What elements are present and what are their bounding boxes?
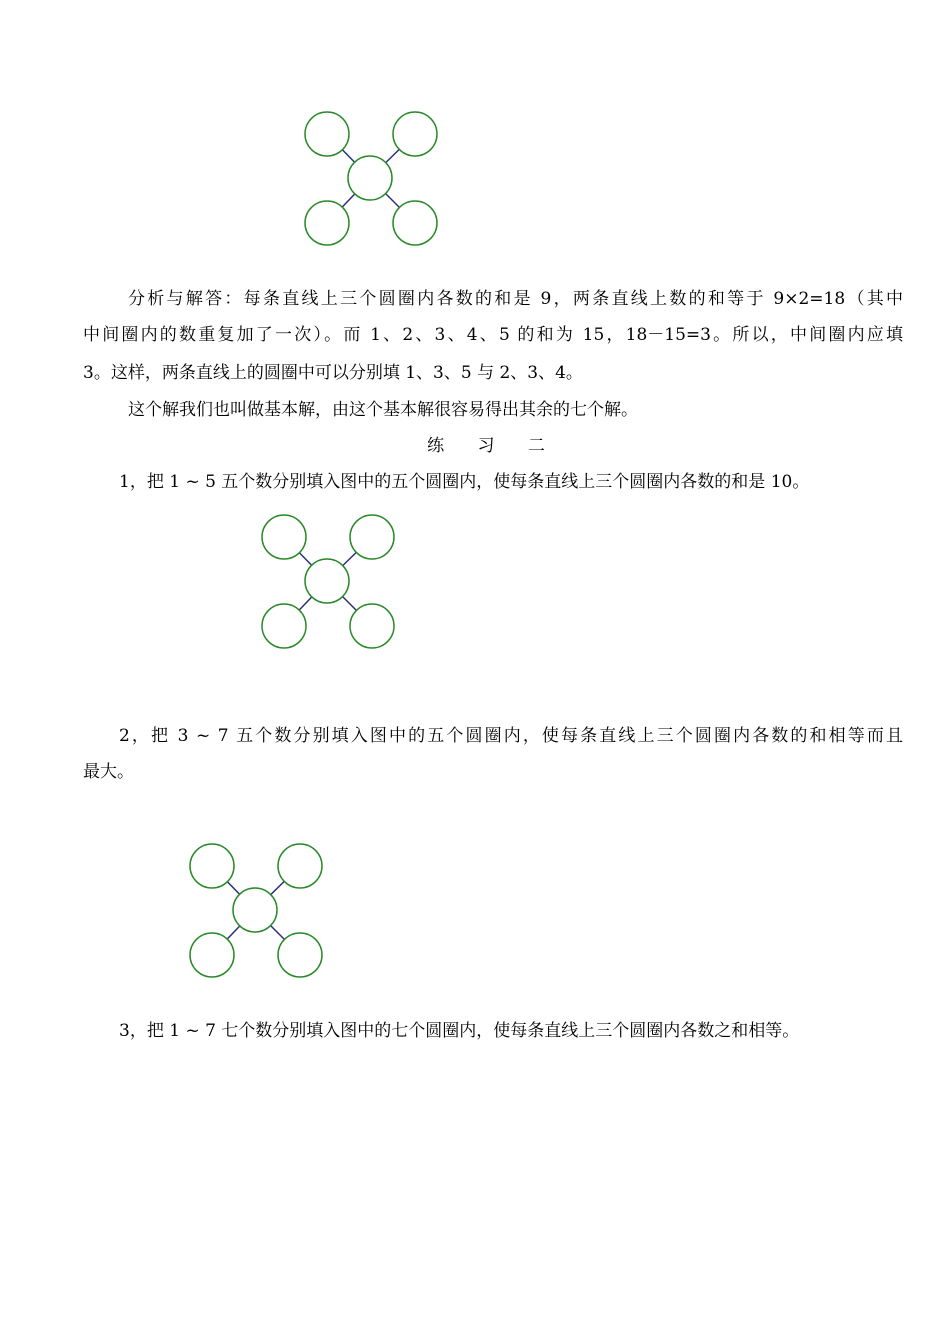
- problem-1-text: 1，把 1 ~ 5 五个数分别填入图中的五个圆圈内，使每条直线上三个圆圈内各数的和是 10。: [119, 472, 810, 492]
- circle-center[interactable]: [305, 559, 349, 603]
- circle-center[interactable]: [233, 888, 277, 932]
- problem-3-text: 3，把 1 ~ 7 七个数分别填入图中的七个圆圈内，使每条直线上三个圆圈内各数之和相等。: [119, 1021, 800, 1041]
- circle-bottom-left[interactable]: [262, 604, 306, 648]
- analysis-line-4: 这个解我们也叫做基本解，由这个基本解很容易得出其余的七个解。: [128, 400, 638, 420]
- circle-top-left[interactable]: [262, 515, 306, 559]
- circle-top-left[interactable]: [305, 112, 349, 156]
- problem-2-line-1: 2，把 3 ~ 7 五个数分别填入图中的五个圆圈内，使每条直线上三个圆圈内各数的和相等而且: [119, 726, 903, 746]
- analysis-line-1: 分析与解答：每条直线上三个圆圈内各数的和是 9，两条直线上数的和等于 9×2=18（其中: [128, 289, 903, 309]
- circle-top-left[interactable]: [190, 844, 234, 888]
- circle-bottom-right[interactable]: [393, 201, 437, 245]
- circle-bottom-left[interactable]: [190, 933, 234, 977]
- circle-top-right[interactable]: [350, 515, 394, 559]
- circle-bottom-right[interactable]: [350, 604, 394, 648]
- x-circle-diagram-problem-1: [257, 511, 399, 653]
- analysis-line-3: 3。这样，两条直线上的圆圈中可以分别填 1、3、5 与 2、3、4。: [83, 363, 583, 383]
- circle-top-right[interactable]: [393, 112, 437, 156]
- x-circle-diagram-example: [300, 108, 442, 250]
- circle-center[interactable]: [348, 156, 392, 200]
- exercise-title: 练 习 二: [427, 436, 559, 456]
- x-circle-diagram-problem-2: [185, 840, 327, 982]
- circle-bottom-left[interactable]: [305, 201, 349, 245]
- analysis-line-2: 中间圈内的数重复加了一次）。而 1、2、3、4、5 的和为 15，18－15=3。所以，中间圈内应填: [83, 325, 903, 345]
- circle-top-right[interactable]: [278, 844, 322, 888]
- circle-bottom-right[interactable]: [278, 933, 322, 977]
- problem-2-line-2: 最大。: [83, 762, 134, 782]
